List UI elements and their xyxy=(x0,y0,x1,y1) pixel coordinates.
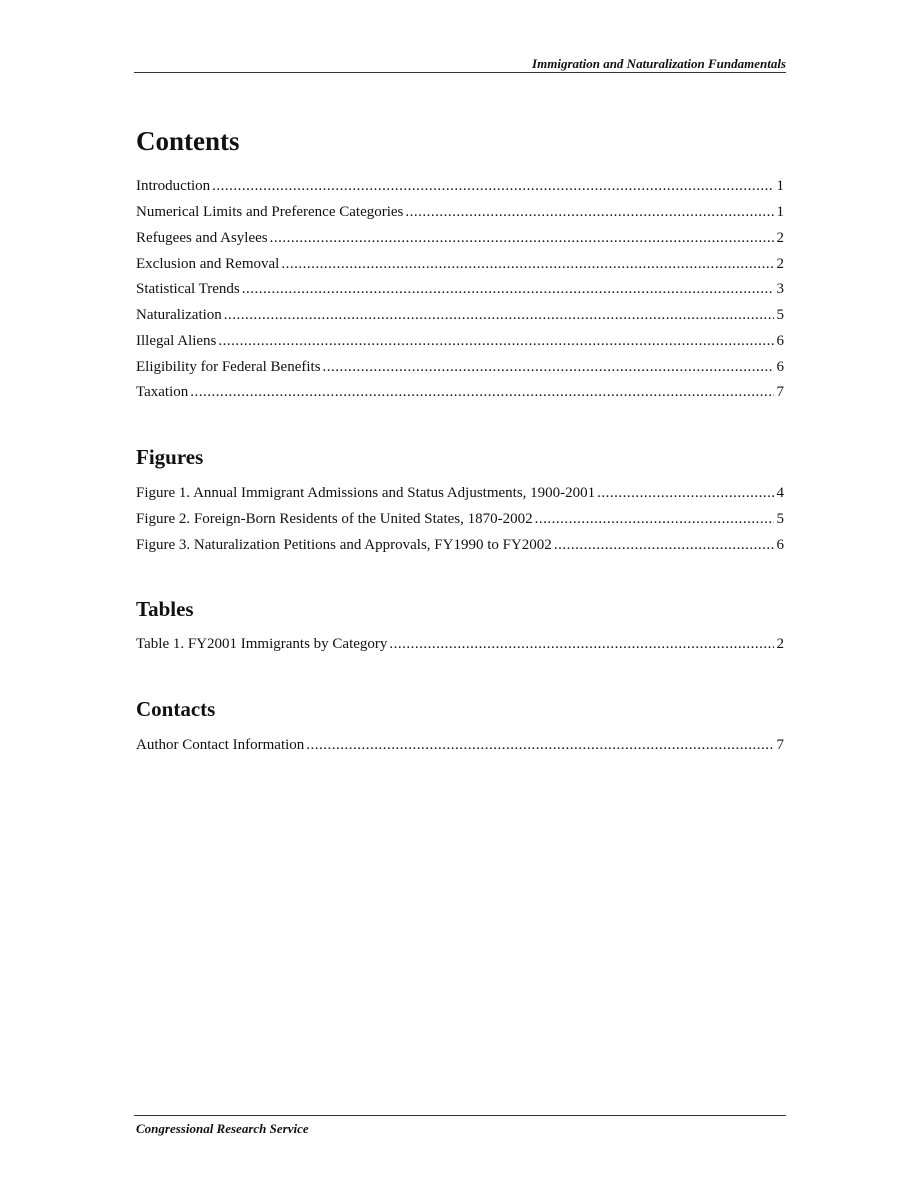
toc-entry-page: 6 xyxy=(776,333,784,349)
toc-entry-label: Eligibility for Federal Benefits xyxy=(136,359,321,375)
toc-entry-naturalization[interactable] xyxy=(136,305,784,325)
dot-leader xyxy=(323,357,774,377)
dot-leader xyxy=(242,279,774,299)
toc-entry-label: Introduction xyxy=(136,178,211,194)
dot-leader xyxy=(405,202,773,222)
toc-entry-page: 5 xyxy=(776,307,784,323)
toc-entry-label: Figure 2. Foreign-Born Residents of the United States, 1870-2002 xyxy=(136,511,533,527)
figures-heading: Figures xyxy=(136,445,204,469)
toc-entry-page: 1 xyxy=(776,204,784,220)
tables-heading: Tables xyxy=(136,597,194,621)
toc-entry-page: 6 xyxy=(776,537,784,553)
dot-leader xyxy=(218,331,773,351)
dot-leader xyxy=(281,254,773,274)
toc-entry-label: Statistical Trends xyxy=(136,281,240,297)
toc-entry-figure-3[interactable] xyxy=(136,535,784,555)
toc-entry-taxation[interactable] xyxy=(136,382,784,402)
toc-entry-page: 2 xyxy=(776,256,784,272)
toc-entry-label: Taxation xyxy=(136,384,189,400)
running-title: Immigration and Naturalization Fundamentals xyxy=(532,56,786,71)
toc-entry-label: Figure 3. Naturalization Petitions and Approvals, FY1990 to FY2002 xyxy=(136,537,552,553)
toc-entry-figure-2[interactable] xyxy=(136,509,784,529)
toc-entry-exclusion[interactable] xyxy=(136,254,784,274)
dot-leader xyxy=(224,305,774,325)
toc-entry-label: Table 1. FY2001 Immigrants by Category xyxy=(136,636,388,652)
toc-entry-label: Exclusion and Removal xyxy=(136,256,280,272)
toc-entry-label: Illegal Aliens xyxy=(136,333,217,349)
dot-leader xyxy=(389,634,773,654)
toc-entry-label: Author Contact Information xyxy=(136,737,305,753)
toc-entry-page: 2 xyxy=(776,230,784,246)
page-footer xyxy=(134,1115,786,1137)
toc-entry-label: Naturalization xyxy=(136,307,222,323)
toc-entry-page: 2 xyxy=(776,636,784,652)
toc-entry-figure-1[interactable] xyxy=(136,483,784,503)
toc-entry-numerical-limits[interactable] xyxy=(136,202,784,222)
toc-entry-page: 3 xyxy=(776,281,784,297)
toc-entry-table-1[interactable] xyxy=(136,634,784,654)
dot-leader xyxy=(597,483,773,503)
dot-leader xyxy=(535,509,774,529)
toc-entry-statistical-trends[interactable] xyxy=(136,279,784,299)
running-header xyxy=(134,56,786,73)
dot-leader xyxy=(306,735,773,755)
toc-entry-page: 7 xyxy=(776,737,784,753)
toc-entry-label: Numerical Limits and Preference Categories xyxy=(136,204,404,220)
toc-entry-page: 5 xyxy=(776,511,784,527)
dot-leader xyxy=(270,228,774,248)
toc-entry-page: 1 xyxy=(776,178,784,194)
toc-entry-author-contact[interactable] xyxy=(136,735,784,755)
toc-entry-page: 7 xyxy=(776,384,784,400)
contents-heading: Contents xyxy=(136,126,240,156)
contacts-heading: Contacts xyxy=(136,697,216,721)
toc-entry-label: Figure 1. Annual Immigrant Admissions and Status Adjustments, 1900-2001 xyxy=(136,485,596,501)
dot-leader xyxy=(190,382,773,402)
toc-entry-page: 4 xyxy=(776,485,784,501)
dot-leader xyxy=(554,535,774,555)
toc-entry-label: Refugees and Asylees xyxy=(136,230,268,246)
toc-entry-introduction[interactable] xyxy=(136,176,784,196)
toc-entry-page: 6 xyxy=(776,359,784,375)
toc-entry-federal-benefits[interactable] xyxy=(136,357,784,377)
toc-entry-refugees[interactable] xyxy=(136,228,784,248)
toc-entry-illegal-aliens[interactable] xyxy=(136,331,784,351)
footer-publisher: Congressional Research Service xyxy=(136,1121,309,1136)
dot-leader xyxy=(212,176,773,196)
